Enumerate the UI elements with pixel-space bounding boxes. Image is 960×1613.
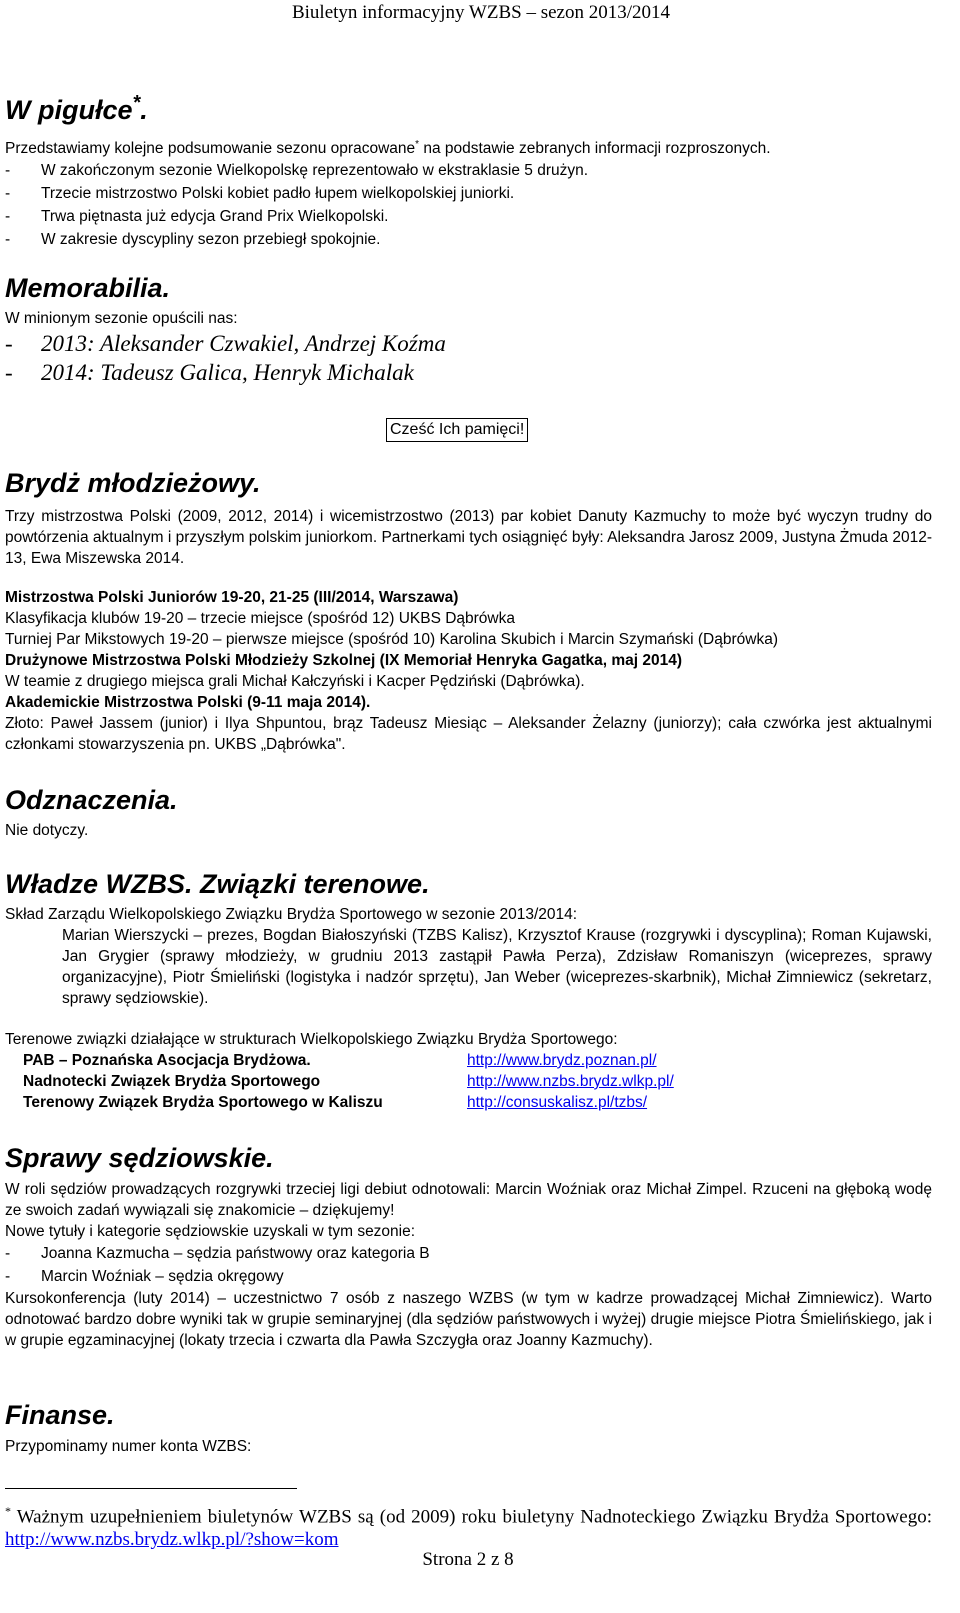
finanse-text: Przypominamy numer konta WZBS: xyxy=(5,1438,252,1455)
section-pigulka xyxy=(5,88,932,251)
section-sedziowie xyxy=(5,1143,932,1351)
list-item: - W zakończonym sezonie Wielkopolskę reprezentowało w ekstraklasie 5 drużyn. xyxy=(5,162,589,180)
list-item: - Trzecie mistrzostwo Polski kobiet padło łupem wielkopolskiej juniorki. xyxy=(5,185,515,203)
association-link[interactable]: http://www.nzbs.brydz.wlkp.pl/ xyxy=(467,1073,674,1090)
running-header: Biuletyn informacyjny WZBS – sezon 2013/2014 xyxy=(291,2,670,23)
mpj-title: Mistrzostwa Polski Juniorów 19-20, 21-25 (III/2014, Warszawa) xyxy=(5,589,459,606)
association-name: Nadnotecki Związek Brydża Sportowego xyxy=(23,1073,321,1090)
wladze-intro: Skład Zarządu Wielkopolskiego Związku Brydża Sportowego w sezonie 2013/2014: xyxy=(5,906,578,923)
section-wladze xyxy=(5,869,932,1113)
pigulka-intro: Przedstawiamy kolejne podsumowanie sezonu opracowane* na podstawie zebranych informacji rozproszonych. xyxy=(5,139,771,158)
heading-finanse: Finanse. xyxy=(5,1400,115,1430)
association-link[interactable]: http://consuskalisz.pl/tzbs/ xyxy=(467,1094,648,1111)
amp-title: Akademickie Mistrzostwa Polski (9-11 maja 2014). xyxy=(5,694,371,711)
table-row xyxy=(23,1050,674,1071)
footnote-link[interactable]: http://www.nzbs.brydz.wlkp.pl/?show=kom xyxy=(5,1529,339,1551)
table-row xyxy=(23,1071,674,1092)
amp-line: Złoto: Paweł Jassem (junior) i Ilya Shpuntou, brąz Tadeusz Miesiąc – Aleksander Żelazny (juniorzy); cała czwórka jest aktualnymi członkami stowarzyszenia pn. UKBS „Dąbrówka". xyxy=(5,715,932,753)
memorial-item: - 2014: Tadeusz Galica, Henryk Michalak xyxy=(5,360,414,385)
association-name: PAB – Poznańska Asocjacja Brydżowa. xyxy=(23,1052,311,1069)
terenowe-intro: Terenowe związki działające w strukturach Wielkopolskiego Związku Brydża Sportowego: xyxy=(5,1031,618,1048)
terenowe-table xyxy=(23,1050,674,1113)
memorial-box: Cześć Ich pamięci! xyxy=(386,418,528,442)
odznaczenia-text: Nie dotyczy. xyxy=(5,822,89,839)
list-item: - Trwa piętnasta już edycja Grand Prix Wielkopolski. xyxy=(5,208,389,226)
association-link[interactable]: http://www.brydz.poznan.pl/ xyxy=(467,1052,657,1069)
list-item: - Joanna Kazmucha – sędzia państwowy oraz kategoria B xyxy=(5,1245,430,1262)
mpj-line: Klasyfikacja klubów 19-20 – trzecie miejsce (spośród 12) UKBS Dąbrówka xyxy=(5,610,515,627)
page-number: Strona 2 z 8 xyxy=(422,1549,514,1570)
list-item: - W zakresie dyscypliny sezon przebiegł spokojnie. xyxy=(5,231,381,249)
heading-brydz: Brydż młodzieżowy. xyxy=(5,468,261,498)
association-name: Terenowy Związek Brydża Sportowego w Kaliszu xyxy=(23,1094,383,1111)
memorabilia-intro: W minionym sezonie opuścili nas: xyxy=(5,310,238,327)
sedziowie-p1: W roli sędziów prowadzących rozgrywki trzeciej ligi debiut odnotowali: Marcin Woźniak oraz Michał Zimpel. Rzuceni na głęboką wodę ze swoich zadań wywiązali się znakomicie – dziękujemy! xyxy=(5,1181,932,1219)
board-members: Marian Wierszycki – prezes, Bogdan Białoszyński (TZBS Kalisz), Krzysztof Krause (rozgrywki i dyscyplina); Roman Kujawski, Jan Grygier (sprawy młodzieży, w grudniu 2013 zastąpił Pawła Perza), Zdzisław Romaniszyn (wiceprezes, sprawy organizacyjne), Piotr Śmieliński (logistyka i nadzór sprzętu), Jan Weber (wiceprezes-skarbnik), Michał Zimniewicz (sekretarz, sprawy sędziowskie). xyxy=(62,927,932,1007)
footnote: * Ważnym uzupełnieniem biuletynów WZBS są (od 2009) roku biuletyny Nadnoteckiego Związku Brydża Sportowego: http://www.nzbs.brydz.wlkp.pl/?show=kom xyxy=(5,1504,932,1551)
sedziowie-p2: Nowe tytuły i kategorie sędziowskie uzyskali w tym sezonie: xyxy=(5,1223,416,1240)
dm-line: W teamie z drugiego miejsca grali Michał Kałczyński i Kacper Pędziński (Dąbrówka). xyxy=(5,673,585,690)
heading-odznaczenia: Odznaczenia. xyxy=(5,785,178,815)
mpj-line: Turniej Par Mikstowych 19-20 – pierwsze miejsce (spośród 10) Karolina Skubich i Marcin Szymański (Dąbrówka) xyxy=(5,631,778,648)
section-odznaczenia xyxy=(5,785,932,841)
footnote-separator xyxy=(5,1488,297,1489)
heading-sedziowie: Sprawy sędziowskie. xyxy=(5,1143,274,1173)
section-brydz xyxy=(5,468,932,755)
brydz-paragraph: Trzy mistrzostwa Polski (2009, 2012, 2014) i wicemistrzostwo (2013) par kobiet Danuty Kazmuchy to może być wyczyn trudny do powtórzenia aktualnym i przyszłym polskim juniorkom. Partnerkami tych osiągnięć były: Aleksandra Jarosz 2009, Justyna Żmuda 2012-13, Ewa Miszewska 2014. xyxy=(5,508,932,567)
table-row xyxy=(23,1092,674,1113)
heading-pigulka: W pigułce*. xyxy=(5,92,148,125)
heading-wladze: Władze WZBS. Związki terenowe. xyxy=(5,869,430,899)
section-finanse xyxy=(5,1400,932,1457)
section-memorabilia xyxy=(5,273,932,387)
sedziowie-p3: Kursokonferencja (luty 2014) – uczestnictwo 7 osób z naszego WZBS (w tym w kadrze prowadzącej Michał Zimniewicz). Warto odnotować bardzo dobre wyniki tak w grupie seminaryjnej (dla sędziów państwowych i wyżej) drugie miejsce Piotra Śmielińskiego, jak i w grupie egzaminacyjnej (lokaty trzecia i czwarta dla Pawła Szczygła oraz Joanny Kazmuchy). xyxy=(5,1290,932,1349)
memorial-item: - 2013: Aleksander Czwakiel, Andrzej Koźma xyxy=(5,331,446,356)
heading-memorabilia: Memorabilia. xyxy=(5,273,171,303)
dm-title: Drużynowe Mistrzostwa Polski Młodzieży Szkolnej (IX Memoriał Henryka Gagatka, maj 2014) xyxy=(5,652,683,669)
list-item: - Marcin Woźniak – sędzia okręgowy xyxy=(5,1268,284,1285)
